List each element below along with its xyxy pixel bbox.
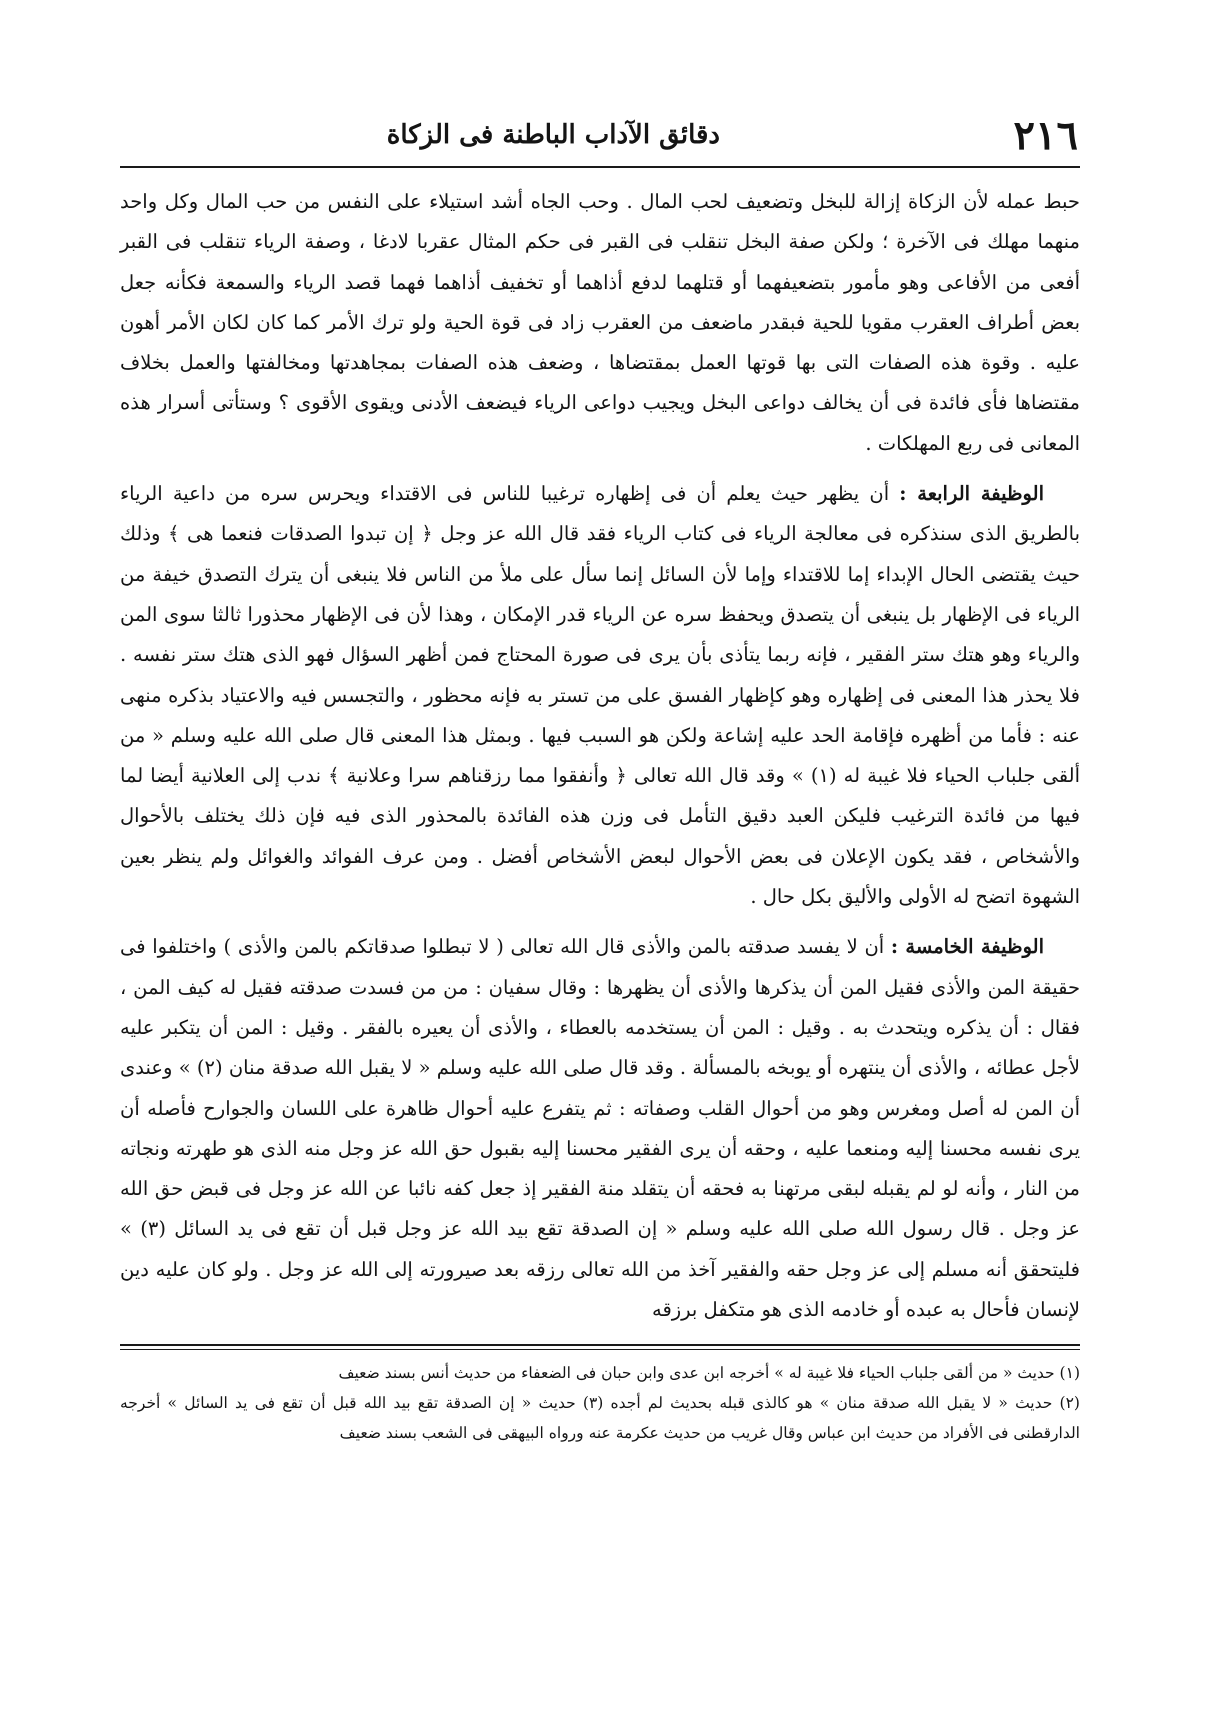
paragraph-3 [120, 927, 1080, 1330]
page-header [120, 108, 1080, 168]
paragraph-1-text: حبط عمله لأن الزكاة إزالة للبخل وتضعيف لحب المال . وحب الجاه أشد استيلاء على النفس من حب المال وكل واحد منهما مهلك فى الآخرة ؛ ولكن صفة البخل تنقلب فى القبر فى حكم المثال عقربا لادغا ، وصفة الرياء تنقلب فى القبر أفعى من الأفاعى وهو مأمور بتضعيفهما أو قتلهما لدفع أذاهما أو تخفيف أذاهما فهما قصد الرياء والسمعة فكأنه جعل بعض أطراف العقرب مقويا للحية فبقدر ماضعف من العقرب زاد فى قوة الحية ولو ترك الأمر كما كان لكان الأمر أهون عليه . وقوة هذه الصفات التى بها قوتها العمل بمقتضاها ، وضعف هذه الصفات بمجاهدتها ومخالفتها والعمل بخلاف مقتضاها فأى فائدة فى أن يخالف دواعى البخل ويجيب دواعى الرياء فيضعف الأدنى ويقوى الأقوى ؟ وستأتى أسرار هذه المعانى فى ربع المهلكات . [120, 190, 1080, 455]
paragraph-2 [120, 474, 1080, 917]
paragraph-2-text: أن يظهر حيث يعلم أن فى إظهاره ترغيبا للناس فى الاقتداء ويحرس سره من داعية الرياء بالطريق الذى سنذكره فى معالجة الرياء فى كتاب الرياء فقد قال الله عز وجل ﴿ إن تبدوا الصدقات فنعما هى ﴾ وذلك حيث يقتضى الحال الإبداء إما للاقتداء وإما لأن السائل إنما سأل على ملأ من الناس فلا ينبغى أن يترك التصدق خيفة من الرياء فى الإظهار بل ينبغى أن يتصدق ويحفظ سره عن الرياء قدر الإمكان ، وهذا لأن فى الإظهار محذورا ثالثا سوى المن والرياء وهو هتك ستر الفقير ، فإنه ربما يتأذى بأن يرى فى صورة المحتاج فمن أظهر السؤال فهو الذى هتك ستر نفسه . فلا يحذر هذا المعنى فى إظهاره وهو كإظهار الفسق على من تستر به فإنه محظور ، والتجسس فيه والاعتياد بذكره منهى عنه : فأما من أظهره فإقامة الحد عليه إشاعة ولكن هو السبب فيها . وبمثل هذا المعنى قال صلى الله عليه وسلم « من ألقى جلباب الحياء فلا غيبة له (١) » وقد قال الله تعالى ﴿ وأنفقوا مما رزقناهم سرا وعلانية ﴾ ندب إلى العلانية أيضا لما فيها من فائدة الترغيب فليكن العبد دقيق التأمل فى وزن هذه الفائدة بالمحذور الذى فيه فإن ذلك يختلف بالأحوال والأشخاص ، فقد يكون الإعلان فى بعض الأحوال لبعض الأشخاص أفضل . ومن عرف الفوائد والغوائل ولم ينظر بعين الشهوة اتضح له الأولى والأليق بكل حال . [120, 482, 1080, 909]
page-number: ٢١٦ [1013, 112, 1078, 159]
footnotes [120, 1358, 1080, 1448]
footnote-divider [120, 1344, 1080, 1346]
running-title: دقائق الآداب الباطنة فى الزكاة [386, 120, 720, 150]
footnote-divider-thin [120, 1349, 1080, 1350]
paragraph-1 [120, 182, 1080, 464]
section-heading-5: الوظيفة الخامسة : [890, 935, 1044, 959]
book-page [120, 108, 1080, 1448]
section-heading-4: الوظيفة الرابعة : [899, 482, 1044, 506]
paragraph-3-text: أن لا يفسد صدقته بالمن والأذى قال الله تعالى ( لا تبطلوا صدقاتكم بالمن والأذى ) واختلفوا فى حقيقة المن والأذى فقيل المن أن يذكرها والأذى أن يظهرها : وقال سفيان : من من فسدت صدقته فقيل له كيف المن ، فقال : أن يذكره ويتحدث به . وقيل : المن أن يستخدمه بالعطاء ، والأذى أن يعيره بالفقر . وقيل : المن أن يتكبر عليه لأجل عطائه ، والأذى أن ينتهره أو يوبخه بالمسألة . وقد قال صلى الله عليه وسلم « لا يقبل الله صدقة منان (٢) » وعندى أن المن له أصل ومغرس وهو من أحوال القلب وصفاته : ثم يتفرع عليه أحوال ظاهرة على اللسان والجوارح فأصله أن يرى نفسه محسنا إليه ومنعما عليه ، وحقه أن يرى الفقير محسنا إليه بقبول حق الله عز وجل منه الذى هو طهرته ونجاته من النار ، وأنه لو لم يقبله لبقى مرتهنا به فحقه أن يتقلد منة الفقير إذ جعل كفه نائبا عن الله عز وجل فى قبض حق الله عز وجل . قال رسول الله صلى الله عليه وسلم « إن الصدقة تقع بيد الله عز وجل قبل أن تقع فى يد السائل (٣) » فليتحقق أنه مسلم إلى عز وجل حقه والفقير آخذ من الله تعالى رزقه بعد صيرورته إلى الله عز وجل . ولو كان عليه دين لإنسان فأحال به عبده أو خادمه الذى هو متكفل برزقه [120, 935, 1080, 1322]
main-text [120, 182, 1080, 1330]
footnote-2-3: (٢) حديث « لا يقبل الله صدقة منان » هو كالذى قبله بحديث لم أجده (٣) حديث « إن الصدقة تقع بيد الله قبل أن تقع فى يد السائل » أخرجه الدارقطنى فى الأفراد من حديث ابن عباس وقال غريب من حديث عكرمة عنه ورواه البيهقى فى الشعب بسند ضعيف [120, 1394, 1080, 1443]
footnote-1: (١) حديث « من ألقى جلباب الحياء فلا غيبة له » أخرجه ابن عدى وابن حبان فى الضعفاء من حديث أنس بسند ضعيف [338, 1364, 1080, 1383]
